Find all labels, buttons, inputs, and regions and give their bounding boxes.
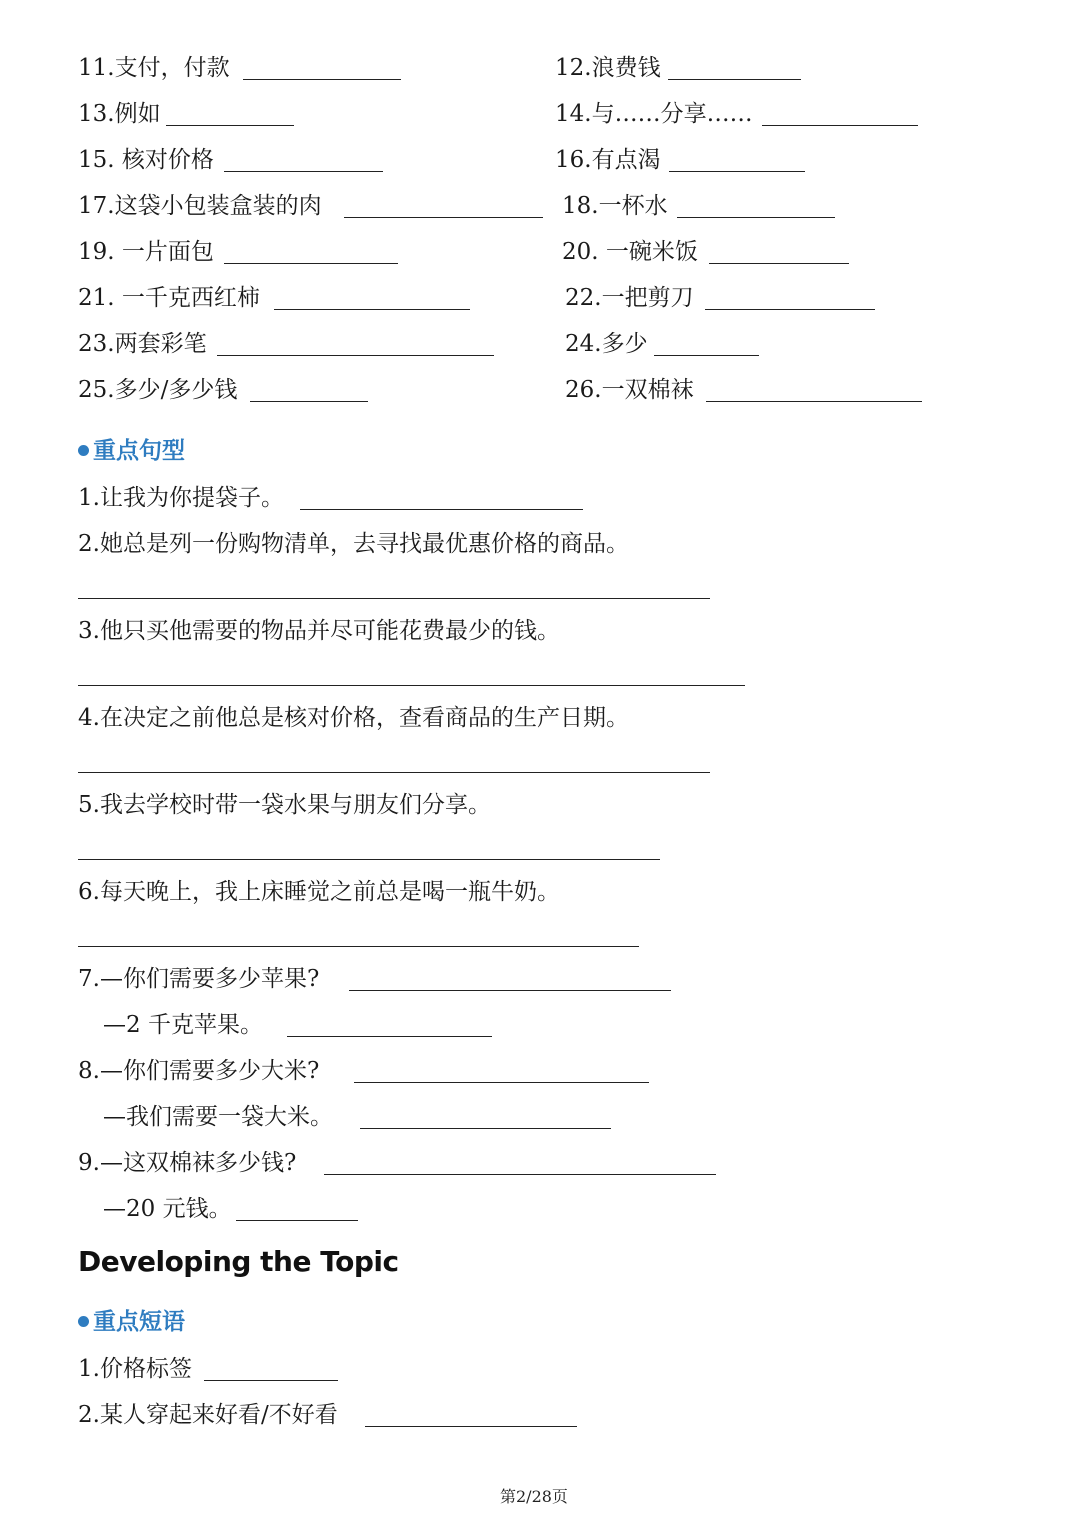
answer-blank[interactable] [324, 1174, 716, 1175]
answer-blank[interactable] [705, 309, 875, 310]
sentence-8-question: 8.—你们需要多少大米? [78, 1058, 320, 1084]
section-title: Developing the Topic [78, 1245, 399, 1278]
sentence-4: 4.在决定之前他总是核对价格，查看商品的生产日期。 [78, 705, 629, 731]
answer-blank[interactable] [762, 125, 918, 126]
answer-blank[interactable] [217, 355, 494, 356]
answer-blank[interactable] [287, 1036, 492, 1037]
answer-blank[interactable] [677, 217, 835, 218]
vocab-item-11: 11.支付，付款 [78, 55, 230, 81]
answer-blank[interactable] [668, 79, 801, 80]
answer-blank[interactable] [654, 355, 759, 356]
vocab-item-23: 23.两套彩笔 [78, 331, 207, 357]
answer-blank[interactable] [709, 263, 849, 264]
answer-blank[interactable] [274, 309, 470, 310]
vocab-item-16: 16.有点渴 [555, 147, 661, 173]
sentence-7-question: 7.—你们需要多少苹果? [78, 966, 320, 992]
answer-blank[interactable] [354, 1082, 649, 1083]
vocab-item-22: 22.一把剪刀 [565, 285, 694, 311]
vocab-item-21: 21. 一千克西红柿 [78, 285, 260, 311]
page-number: 第2/28页 [500, 1487, 568, 1506]
answer-line[interactable] [78, 772, 710, 773]
sentence-5: 5.我去学校时带一袋水果与朋友们分享。 [78, 792, 491, 818]
answer-blank[interactable] [669, 171, 805, 172]
heading-label: 重点句型 [93, 437, 185, 464]
bullet-icon [78, 445, 89, 456]
answer-blank[interactable] [236, 1220, 358, 1221]
answer-blank[interactable] [706, 401, 922, 402]
answer-blank[interactable] [224, 171, 383, 172]
vocab-item-18: 18.一杯水 [562, 193, 668, 219]
sentence-9-answer: —20 元钱。 [103, 1196, 232, 1222]
vocab-item-12: 12.浪费钱 [555, 55, 661, 81]
phrase-1: 1.价格标签 [78, 1356, 192, 1382]
vocab-item-25: 25.多少/多少钱 [78, 377, 238, 403]
section-heading-key-sentences [78, 437, 185, 465]
answer-line[interactable] [78, 685, 745, 686]
answer-blank[interactable] [224, 263, 398, 264]
sentence-9-question: 9.—这双棉袜多少钱? [78, 1150, 297, 1176]
answer-line[interactable] [78, 859, 660, 860]
vocab-item-15: 15. 核对价格 [78, 147, 214, 173]
answer-blank[interactable] [300, 509, 583, 510]
vocab-item-24: 24.多少 [565, 331, 648, 357]
section-heading-key-phrases [78, 1308, 185, 1336]
sentence-6: 6.每天晚上，我上床睡觉之前总是喝一瓶牛奶。 [78, 879, 560, 905]
sentence-1: 1.让我为你提袋子。 [78, 485, 284, 511]
answer-blank[interactable] [204, 1380, 338, 1381]
answer-line[interactable] [78, 946, 639, 947]
sentence-8-answer: —我们需要一袋大米。 [103, 1104, 333, 1130]
vocab-item-26: 26.一双棉袜 [565, 377, 694, 403]
phrase-2: 2.某人穿起来好看/不好看 [78, 1402, 338, 1428]
sentence-2: 2.她总是列一份购物清单，去寻找最优惠价格的商品。 [78, 531, 629, 557]
answer-blank[interactable] [349, 990, 671, 991]
vocab-item-14: 14.与……分享…… [555, 101, 753, 127]
answer-blank[interactable] [365, 1426, 577, 1427]
sentence-7-answer: —2 千克苹果。 [103, 1012, 263, 1038]
answer-blank[interactable] [344, 217, 543, 218]
answer-line[interactable] [78, 598, 710, 599]
heading-label: 重点短语 [93, 1308, 185, 1335]
vocab-item-17: 17.这袋小包装盒装的肉 [78, 193, 322, 219]
answer-blank[interactable] [250, 401, 368, 402]
bullet-icon [78, 1316, 89, 1327]
sentence-3: 3.他只买他需要的物品并尽可能花费最少的钱。 [78, 618, 560, 644]
answer-blank[interactable] [243, 79, 401, 80]
vocab-item-19: 19. 一片面包 [78, 239, 214, 265]
answer-blank[interactable] [166, 125, 294, 126]
vocab-item-13: 13.例如 [78, 101, 161, 127]
vocab-item-20: 20. 一碗米饭 [562, 239, 698, 265]
answer-blank[interactable] [360, 1128, 611, 1129]
